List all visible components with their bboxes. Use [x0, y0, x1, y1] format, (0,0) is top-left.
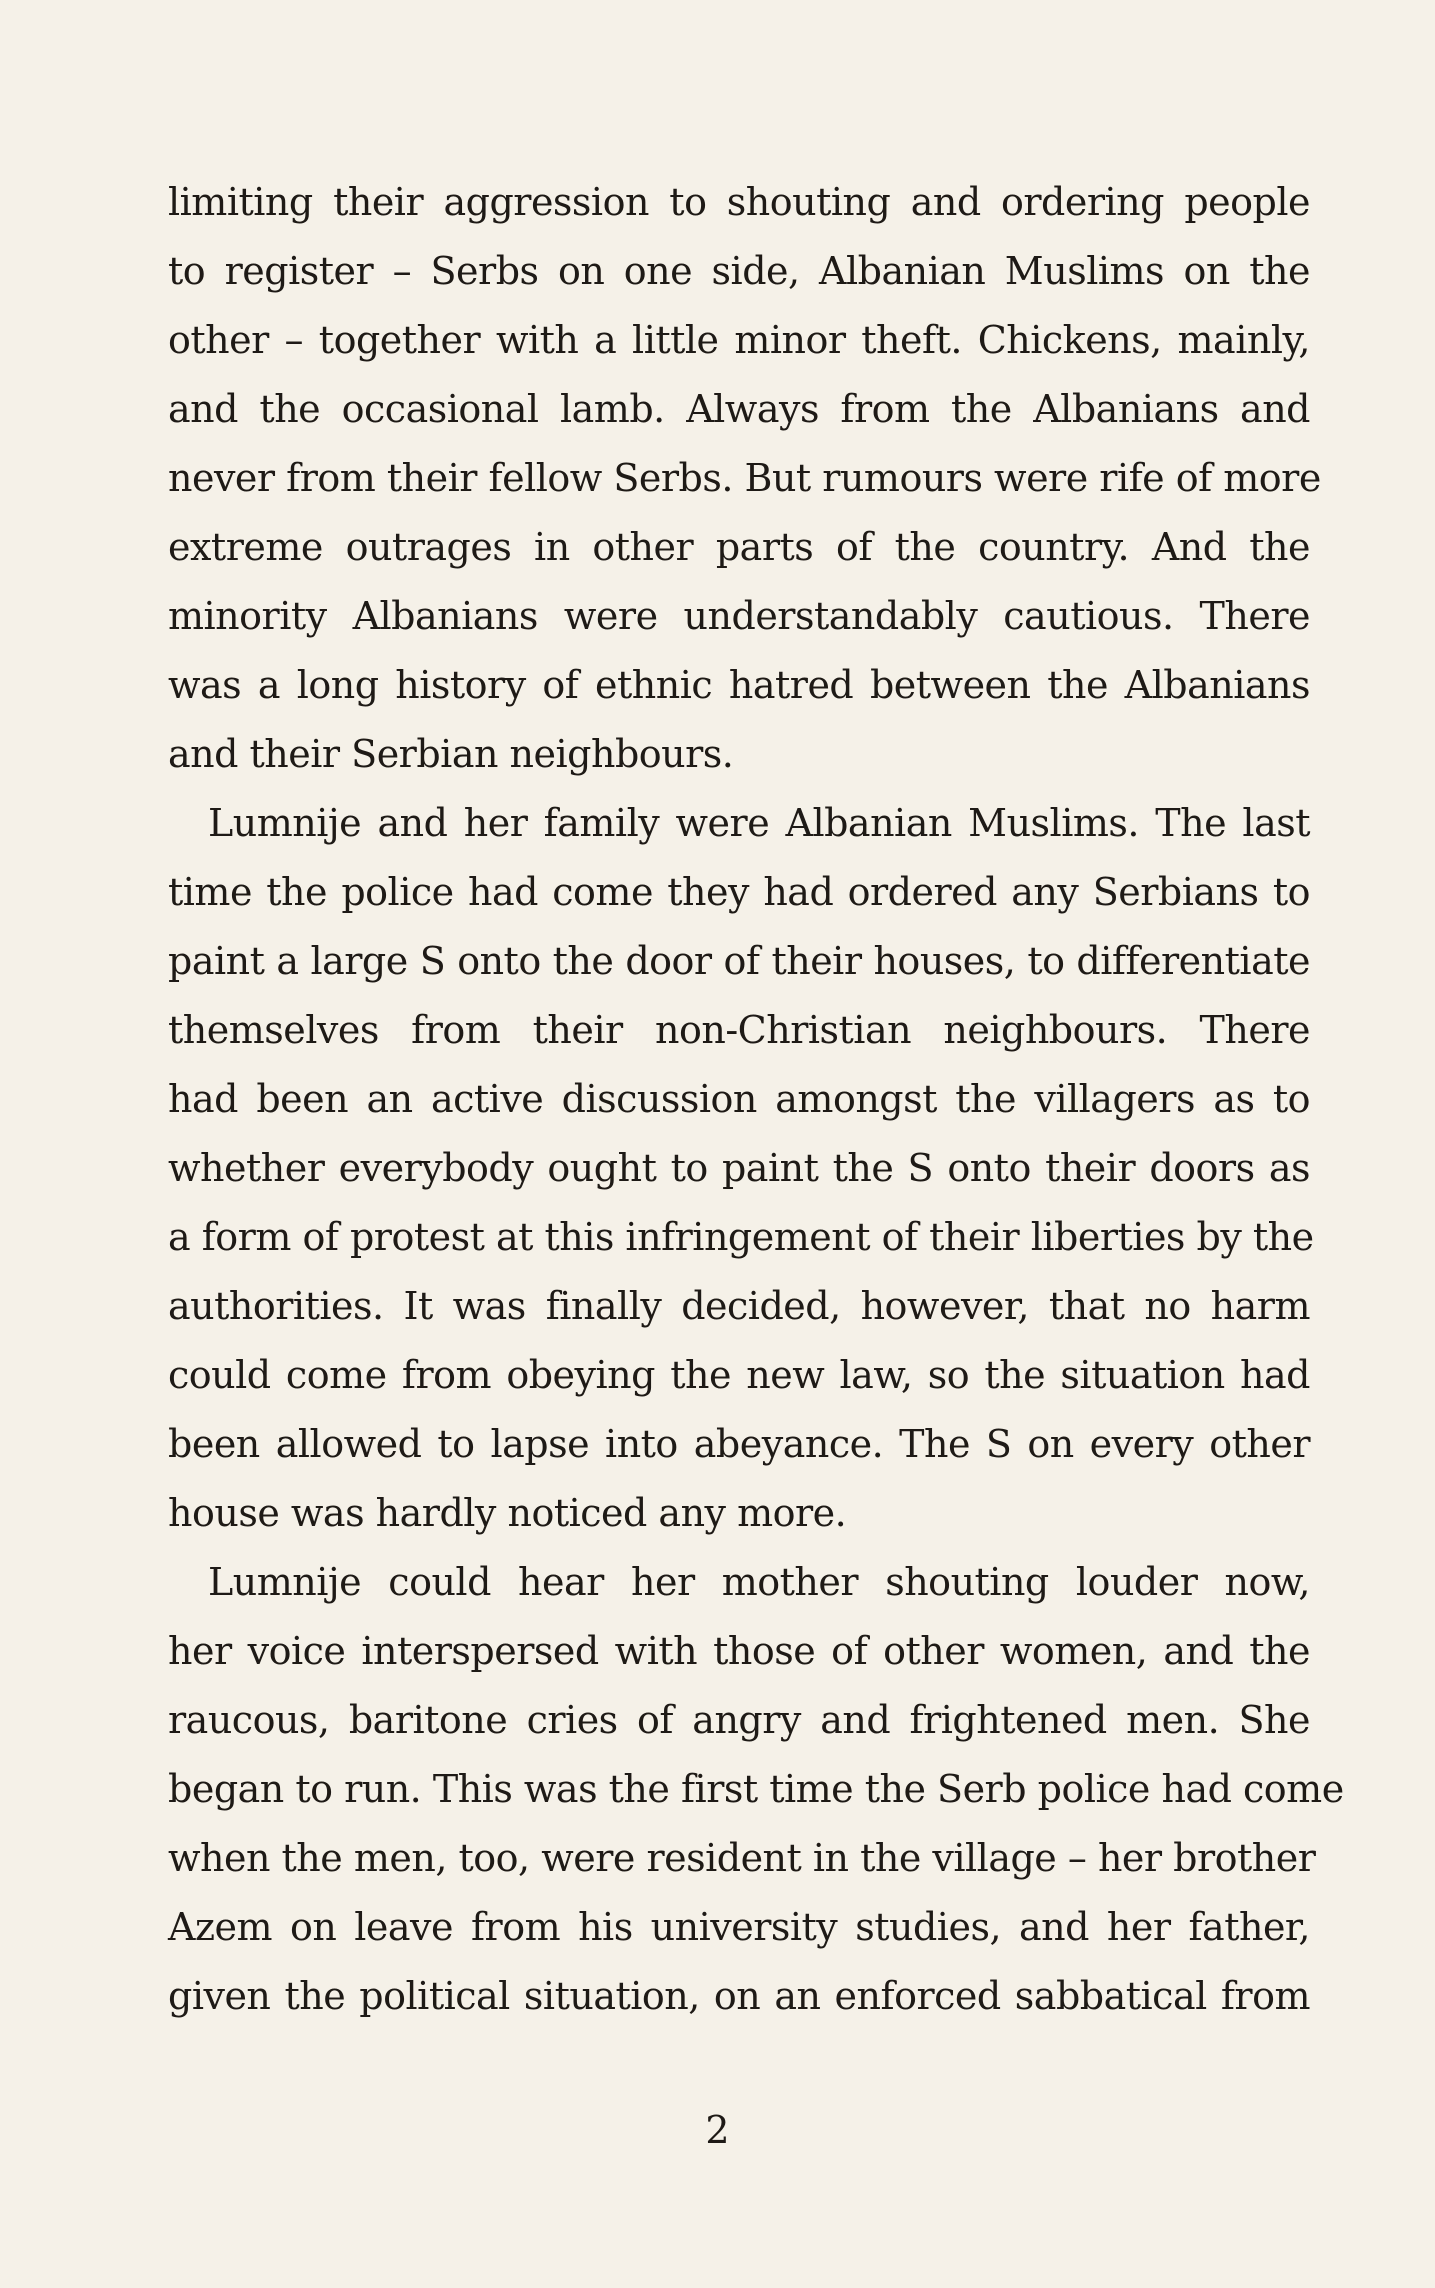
text-line: could come from obeying the new law, so the situation had — [168, 1353, 1310, 1397]
text-line: authorities. It was finally decided, however, that no harm — [168, 1284, 1310, 1328]
paragraph — [168, 168, 1321, 789]
text-line: her voice interspersed with those of other women, and the — [168, 1629, 1310, 1673]
text-line: extreme outrages in other parts of the country. And the — [168, 525, 1310, 569]
text-line: time the police had come they had ordered any Serbians to — [168, 870, 1310, 914]
page-number: 2 — [705, 2108, 730, 2152]
text-line: themselves from their non-Christian neighbours. There — [168, 1008, 1310, 1052]
paragraph — [168, 789, 1314, 1548]
text-line: never from their fellow Serbs. But rumours were rife of more — [168, 456, 1321, 500]
text-line: house was hardly noticed any more. — [168, 1491, 847, 1535]
text-line: whether everybody ought to paint the S onto their doors as — [168, 1146, 1310, 1190]
text-line: when the men, too, were resident in the village – her brother — [168, 1836, 1316, 1880]
text-line: and their Serbian neighbours. — [168, 732, 734, 776]
text-line: Azem on leave from his university studies, and her father, — [168, 1905, 1310, 1949]
text-line: Lumnije and her family were Albanian Muslims. The last — [208, 801, 1310, 845]
text-line: was a long history of ethnic hatred between the Albanians — [168, 663, 1310, 707]
text-line: other – together with a little minor theft. Chickens, mainly, — [168, 318, 1310, 362]
text-line: Lumnije could hear her mother shouting louder now, — [208, 1560, 1310, 1604]
text-line: been allowed to lapse into abeyance. The S on every other — [168, 1422, 1310, 1466]
text-line: to register – Serbs on one side, Albanian Muslims on the — [168, 249, 1310, 293]
text-line: paint a large S onto the door of their houses, to differentiate — [168, 939, 1310, 983]
text-line: given the political situation, on an enforced sabbatical from — [168, 1974, 1310, 2018]
text-line: minority Albanians were understandably cautious. There — [168, 594, 1310, 638]
text-line: had been an active discussion amongst the villagers as to — [168, 1077, 1310, 1121]
text-line: limiting their aggression to shouting and ordering people — [168, 180, 1310, 224]
text-line: a form of protest at this infringement of their liberties by the — [168, 1215, 1314, 1259]
paragraph — [168, 1548, 1344, 2031]
body-text — [168, 168, 1344, 2031]
text-line: raucous, baritone cries of angry and frightened men. She — [168, 1698, 1310, 1742]
text-line: and the occasional lamb. Always from the Albanians and — [168, 387, 1310, 431]
text-line: began to run. This was the first time the Serb police had come — [168, 1767, 1344, 1811]
